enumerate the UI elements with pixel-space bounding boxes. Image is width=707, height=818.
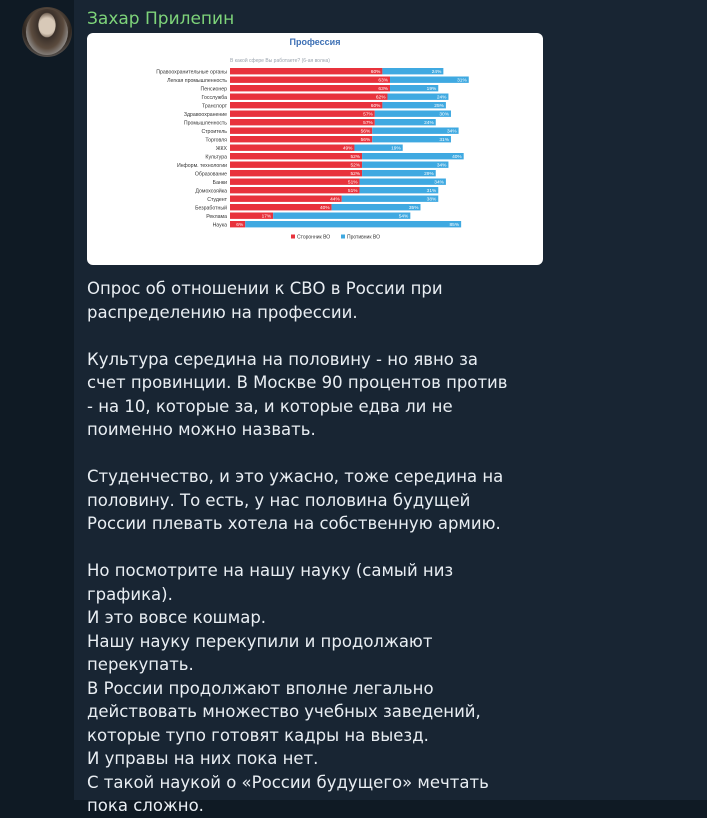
category-label: Культура — [205, 154, 227, 161]
bar-support — [230, 68, 382, 74]
data-label: 31% — [426, 189, 437, 195]
author-name[interactable]: Захар Прилепин — [87, 9, 235, 29]
bar-support — [230, 179, 360, 185]
data-label: 24% — [436, 95, 447, 101]
data-label: 60% — [370, 70, 381, 76]
category-label: Безработный — [195, 205, 227, 212]
bar-support — [230, 187, 360, 193]
bar-oppose — [372, 128, 458, 134]
bar-oppose — [362, 162, 448, 168]
data-label: 56% — [360, 138, 371, 144]
data-label: 34% — [436, 163, 447, 169]
data-label: 30% — [439, 112, 449, 118]
legend-label: Противник ВО — [347, 234, 380, 241]
data-label: 52% — [350, 155, 361, 161]
category-label: Строитель — [201, 128, 227, 135]
category-label: Домохозяйка — [195, 188, 227, 195]
data-label: 25% — [434, 104, 444, 110]
bar-support — [230, 162, 362, 168]
category-label: ЖКХ — [215, 145, 227, 152]
bar-support — [230, 153, 362, 159]
bar-support — [230, 102, 382, 108]
bar-support — [230, 170, 362, 176]
data-label: 34% — [434, 180, 444, 186]
data-label: 6% — [236, 223, 244, 229]
bar-support — [230, 145, 354, 151]
category-label: Правоохранительные органы — [156, 69, 227, 76]
category-label: Банки — [212, 179, 227, 186]
data-label: 34% — [446, 129, 457, 135]
bar-support — [230, 77, 390, 83]
category-label: Транспорт — [202, 103, 227, 110]
message-paragraph-3: Студенчество, и это ужасно, тоже середина на половину. То есть, у нас половина будущей России плевать хотела на собственную армию. — [87, 467, 504, 533]
message-paragraph-1: Опрос об отношении к СВО в России при распределению на профессии. — [87, 279, 443, 322]
category-label: Легкая промышленность — [167, 77, 227, 84]
data-label: 60% — [370, 104, 381, 110]
bar-support — [230, 204, 332, 210]
bar-support — [230, 128, 372, 134]
message-paragraph-2: Культура середина на половину - но явно за счет провинции. В Москве 90 процентов против - на 10, которые за, и которые едва ли не поименно можно назвать. — [87, 349, 508, 439]
data-label: 31% — [439, 138, 449, 144]
data-label: 63% — [378, 87, 389, 93]
category-label: Образование — [194, 171, 227, 178]
chart-subtitle: В какой сфере Вы работаете? (6-ая волна) — [230, 58, 330, 64]
data-label: 85% — [449, 223, 460, 229]
chart-image[interactable] — [87, 33, 543, 265]
bar-oppose — [332, 204, 421, 210]
category-label: Торговля — [205, 137, 227, 144]
bar-support — [230, 85, 390, 91]
bar-support — [230, 111, 375, 117]
data-label: 63% — [378, 78, 389, 84]
data-label: 51% — [347, 189, 358, 195]
data-label: 29% — [424, 172, 434, 178]
data-label: 19% — [426, 87, 437, 93]
legend-swatch — [291, 235, 295, 239]
data-label: 56% — [360, 129, 371, 135]
category-label: Промышленность — [183, 120, 227, 127]
category-label: Здравоохранение — [183, 111, 227, 118]
bar-oppose — [342, 196, 439, 202]
chart-title: Профессия — [289, 37, 341, 47]
data-label: 49% — [342, 146, 353, 152]
bar-support — [230, 119, 375, 125]
data-label: 17% — [261, 214, 272, 220]
bar-oppose — [362, 153, 464, 159]
data-label: 57% — [363, 112, 373, 118]
data-label: 31% — [457, 78, 467, 84]
data-label: 62% — [375, 95, 386, 101]
data-label: 24% — [424, 121, 434, 127]
bar-support — [230, 136, 372, 142]
data-label: 35% — [408, 206, 419, 212]
data-label: 51% — [347, 180, 358, 186]
bar-support — [230, 196, 342, 202]
category-label: Реклама — [206, 213, 227, 220]
data-label: 52% — [350, 163, 361, 169]
data-label: 57% — [363, 121, 373, 127]
legend-label: Сторонник ВО — [297, 234, 331, 241]
data-label: 54% — [398, 214, 409, 220]
data-label: 52% — [350, 172, 361, 178]
bar-oppose — [273, 213, 410, 219]
bar-oppose — [360, 179, 446, 185]
bar-support — [230, 94, 387, 100]
legend-swatch — [341, 235, 345, 239]
category-label: Госслужба — [201, 94, 227, 101]
data-label: 19% — [391, 146, 401, 152]
data-label: 40% — [319, 206, 330, 212]
message-paragraph-4: Но посмотрите на нашу науку (самый низ графика). И это вовсе кошмар. Нашу науку перекупили и продолжают перекупать. В России продолжают вполне легально действовать множество учебных заведений, которые тупо готовят кадры на выезд. И управы на них пока нет. С такой наукой о «России будущего» мечтать пока сложно. — [87, 561, 489, 815]
profession-chart — [87, 33, 543, 265]
message-text — [87, 277, 527, 818]
category-label: Студент — [207, 196, 227, 203]
data-label: 24% — [431, 70, 442, 76]
data-label: 40% — [452, 155, 462, 161]
category-label: Информ. технологии — [176, 162, 227, 169]
category-label: Наука — [212, 222, 227, 229]
message-bubble — [74, 0, 707, 815]
data-label: 38% — [426, 197, 437, 203]
author-avatar[interactable] — [22, 7, 72, 57]
bar-oppose — [245, 221, 461, 227]
data-label: 44% — [330, 197, 340, 203]
category-label: Пенсионер — [200, 86, 227, 93]
